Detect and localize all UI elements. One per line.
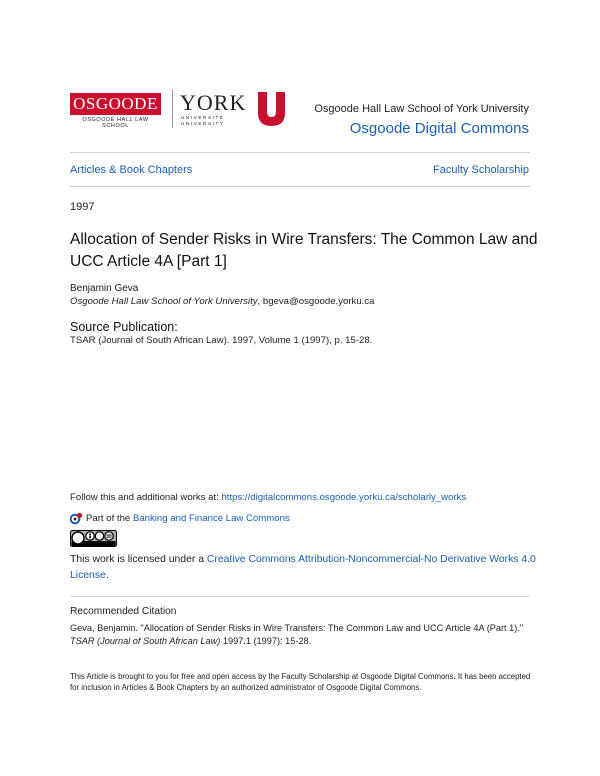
osgoode-logo-word: OSGOODE	[73, 94, 158, 113]
york-logo-word: YORK	[180, 90, 247, 115]
collection-link[interactable]: Articles & Book Chapters	[70, 164, 193, 176]
affiliation-name: Osgoode Hall Law School of York University	[70, 296, 258, 307]
license-suffix: .	[105, 570, 109, 581]
logo-divider	[172, 90, 173, 128]
author-name: Benjamin Geva	[70, 283, 139, 294]
source-text: TSAR (Journal of South African Law). 1997, Volume 1 (1997), p. 15-28.	[70, 335, 373, 346]
divider	[70, 186, 530, 187]
osgoode-logo	[70, 93, 161, 127]
footer-statement: This Article is brought to you for free and open access by the Faculty Scholarship at Osgoode Digital Commons. It has been accepted for inclusion in Articles & Book Chapters by an authorized administrator of Osgoode Digital Commons.	[70, 672, 531, 692]
citation-heading: Recommended Citation	[70, 606, 177, 617]
york-logo	[180, 92, 285, 130]
series-link[interactable]: Faculty Scholarship	[433, 164, 529, 176]
citation-text	[70, 622, 532, 648]
citation-part-2: 1997.1 (1997): 15-28.	[220, 636, 312, 646]
divider	[70, 596, 530, 597]
follow-line	[70, 492, 466, 503]
publication-year: 1997	[70, 201, 95, 213]
license-prefix: This work is licensed under a	[70, 554, 207, 565]
cc-by-nc-nd-icon[interactable]	[70, 530, 117, 547]
article-title: Allocation of Sender Risks in Wire Transfers: The Common Law and UCC Article 4A [Part 1]	[70, 231, 538, 270]
york-logo-sub-line1: UNIVERSITÉ	[181, 115, 225, 120]
follow-url-link[interactable]: https://digitalcommons.osgoode.yorku.ca/scholarly_works	[221, 492, 467, 503]
part-of-line	[70, 512, 290, 526]
discipline-link[interactable]: Banking and Finance Law Commons	[132, 513, 290, 525]
site-name-link[interactable]: Osgoode Digital Commons	[349, 120, 529, 137]
author-email: , bgeva@osgoode.yorku.ca	[257, 296, 375, 307]
divider	[70, 152, 530, 153]
osgoode-logo-tagline: OSGOODE HALL LAW SCHOOL	[82, 117, 149, 129]
york-logo-sub-line2: UNIVERSITY	[181, 121, 225, 126]
york-u-icon	[258, 92, 285, 126]
license-link[interactable]: Creative Commons Attribution-Noncommercial-No Derivative Works 4.0 License	[70, 554, 536, 581]
part-of-prefix: Part of the	[86, 513, 133, 525]
citation-journal: TSAR (Journal of South African Law)	[70, 636, 221, 646]
license-statement	[70, 552, 540, 584]
citation-part-1: Geva, Benjamin. "Allocation of Sender Risks in Wire Transfers: The Common Law and UCC Article 4A (Part 1)."	[70, 623, 524, 633]
source-heading: Source Publication:	[70, 320, 178, 334]
author-affiliation	[70, 296, 374, 307]
follow-prefix: Follow this and additional works at:	[70, 492, 222, 503]
network-icon	[70, 512, 83, 525]
york-logo-subtext	[181, 115, 225, 127]
institution-name: Osgoode Hall Law School of York University	[314, 103, 529, 115]
